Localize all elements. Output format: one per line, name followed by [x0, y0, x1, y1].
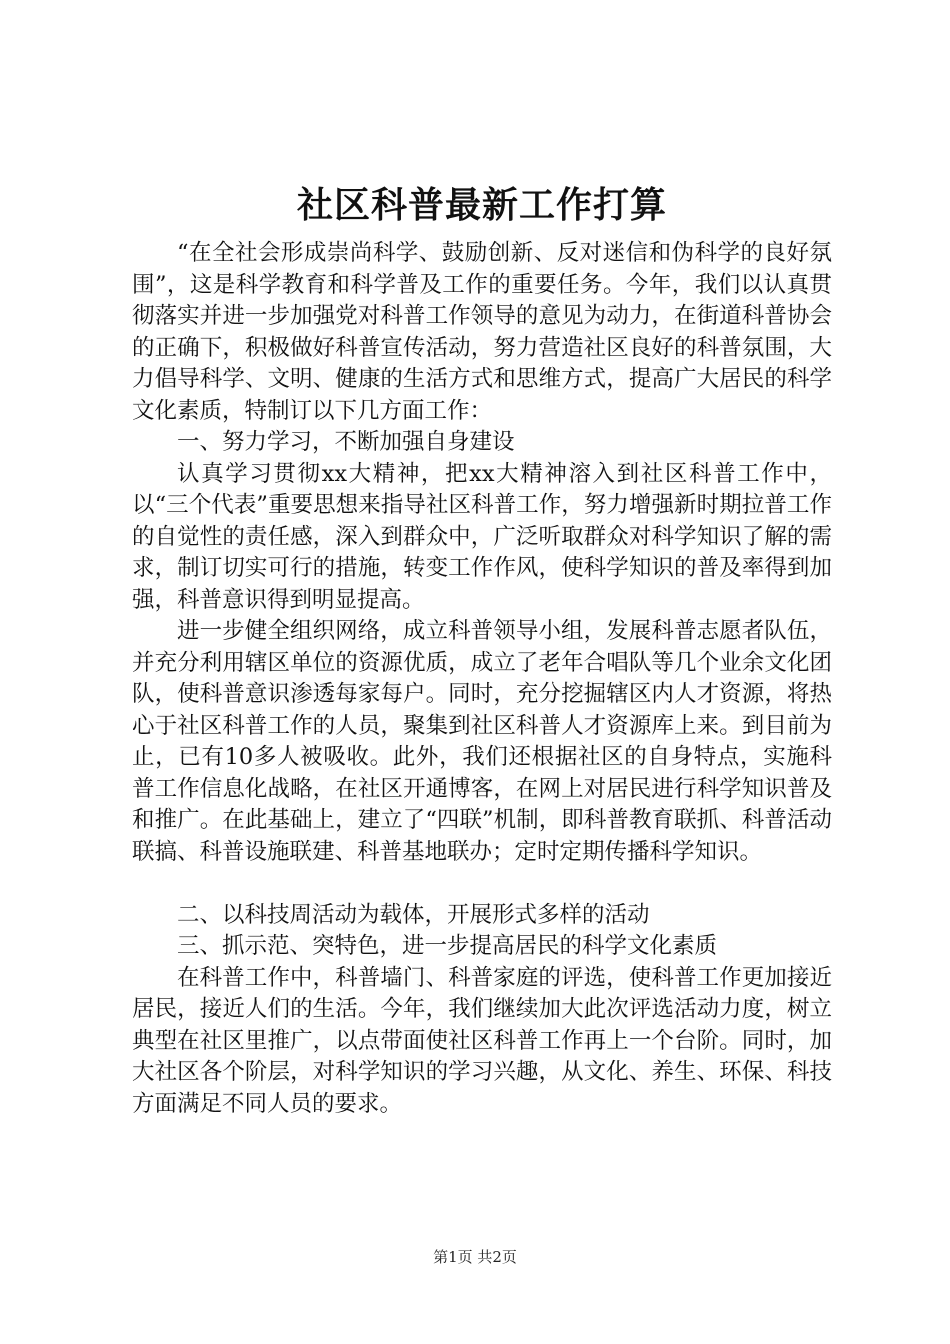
intro-paragraph: “在全社会形成崇尚科学、鼓励创新、反对迷信和伪科学的良好氛围”，这是科学教育和科学普及工作的重要任务。今年，我们以认真贯彻落实并进一步加强党对科普工作领导的意见为动力，在街道科普协会的正确下，积极做好科普宣传活动，努力营造社区良好的科普氛围，大力倡导科学、文明、健康的生活方式和思维方式，提高广大居民的科学文化素质，特制订以下几方面工作：	[132, 240, 832, 424]
blank-line	[132, 868, 832, 900]
document-page	[132, 180, 832, 1120]
page-footer: 第1页 共2页	[433, 1248, 517, 1266]
section-1-paragraph-2: 进一步健全组织网络，成立科普领导小组，发展科普志愿者队伍，并充分利用辖区单位的资源优质，成立了老年合唱队等几个业余文化团队，使科普意识渗透每家每户。同时，充分挖掘辖区内人才资源，将热心于社区科普工作的人员，聚集到社区科普人才资源库上来。到目前为止，已有10多人被吸收。此外，我们还根据社区的自身特点，实施科普工作信息化战略，在社区开通博客，在网上对居民进行科学知识普及和推广。在此基础上，建立了“四联”机制，即科普教育联抓、科普活动联搞、科普设施联建、科普基地联办；定时定期传播科学知识。	[132, 618, 832, 865]
section-heading-3: 三、抓示范、突特色，进一步提高居民的科学文化素质	[177, 933, 718, 959]
section-heading-2: 二、以科技周活动为载体，开展形式多样的活动	[177, 901, 650, 928]
section-1-paragraph-1: 认真学习贯彻xx大精神，把xx大精神溶入到社区科普工作中，以“三个代表”重要思想来指导社区科普工作，努力增强新时期拉普工作的自觉性的责任感，深入到群众中，广泛听取群众对科学知识了解的需求，制订切实可行的措施，转变工作作风，使科学知识的普及率得到加强，科普意识得到明显提高。	[132, 460, 832, 613]
section-heading-1: 一、努力学习，不断加强自身建设	[177, 429, 515, 455]
section-3-paragraph-1: 在科普工作中，科普墙门、科普家庭的评选，使科普工作更加接近居民，接近人们的生活。今年，我们继续加大此次评选活动力度，树立典型在社区里推广，以点带面使社区科普工作再上一个台阶。同时，加大社区各个阶层，对科学知识的学习兴趣，从文化、养生、环保、科技方面满足不同人员的要求。	[132, 964, 832, 1117]
document-title: 社区科普最新工作打算	[296, 185, 667, 226]
